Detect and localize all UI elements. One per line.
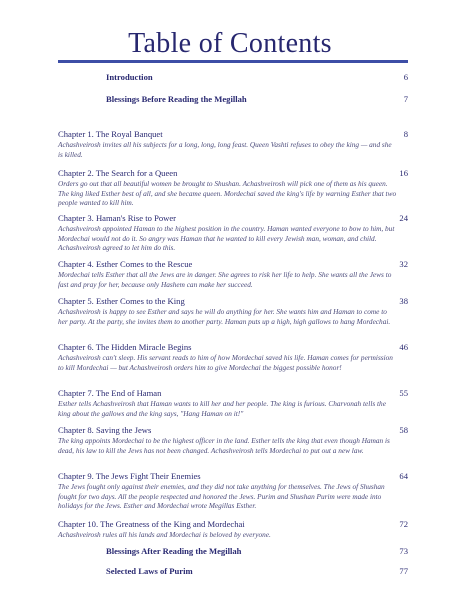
entry-page-number: 8 bbox=[403, 129, 408, 139]
entry-summary: Achashveirosh can't sleep. His servant reads to him of how Mordechai saved his life. Haman comes for permission to kill Mordechai — but Achashveirosh orders him to give Mordechai the biggest possible honor! bbox=[58, 353, 393, 372]
entry-page-number: 55 bbox=[399, 388, 408, 398]
toc-entry-chapter-7[interactable] bbox=[58, 388, 408, 418]
toc-entry-chapter-8[interactable] bbox=[58, 425, 408, 455]
toc-entry-chapter-2[interactable] bbox=[58, 168, 408, 208]
entry-label: Chapter 8. Saving the Jews bbox=[58, 425, 152, 435]
entry-summary: Achashveirosh appointed Haman to the highest position in the country. Haman wanted everyone to bow to him, but Mordechai would not do it. So angry was Haman that he wanted to kill every Jewish man, woman, and child. Achashveirosh agreed to let him do this. bbox=[58, 224, 395, 253]
entry-label: Selected Laws of Purim bbox=[106, 566, 193, 576]
entry-page-number: 77 bbox=[399, 566, 408, 576]
toc-entry-chapter-6[interactable] bbox=[58, 342, 408, 372]
entry-label: Chapter 7. The End of Haman bbox=[58, 388, 162, 398]
entry-summary: Esther tells Achashveirosh that Haman wants to kill her and her people. The king is furious. Charvonah tells the king about the gallows and the king says, "Hang Haman on it!" bbox=[58, 399, 386, 418]
entry-label: Chapter 2. The Search for a Queen bbox=[58, 168, 178, 178]
entry-summary: Achashveirosh invites all his subjects for a long, long, long feast. Queen Vashti refuses to obey the king — and she is killed. bbox=[58, 140, 392, 159]
entry-summary: Achashveirosh rules all his lands and Mordechai is beloved by everyone. bbox=[58, 530, 271, 539]
entry-label: Chapter 5. Esther Comes to the King bbox=[58, 296, 185, 306]
entry-summary: The Jews fought only against their enemies, and they did not take anything for themselves. The Jews of Shushan fought for two days. All the people respected and honored the Jews. Purim and Shushan Purim were made into holidays for the Jews. Esther and Mordechai wrote Megillas Esther. bbox=[58, 482, 385, 511]
toc-entry-blessings-before[interactable] bbox=[58, 94, 408, 104]
entry-summary: Mordechai tells Esther that all the Jews are in danger. She agrees to risk her life to help. She wants all the Jews to fast and pray for her, because only Hashem can make her succeed. bbox=[58, 270, 392, 289]
toc-entry-introduction[interactable] bbox=[58, 72, 408, 82]
entry-label: Chapter 9. The Jews Fight Their Enemies bbox=[58, 471, 201, 481]
entry-page-number: 38 bbox=[399, 296, 408, 306]
entry-summary: Orders go out that all beautiful women be brought to Shushan. Achashveirosh will pick one of them as his queen. The king liked Esther best of all, and she became queen. Mordechai saved the king's life by warning Esther that two people wanted to kill him. bbox=[58, 179, 397, 208]
entry-summary: Achashveirosh is happy to see Esther and says he will do anything for her. She wants him and Haman to come to her party. At the party, she invites them to another party. Haman puts up a high, high gallows to hang Mordechai. bbox=[58, 307, 391, 326]
entry-page-number: 6 bbox=[403, 72, 408, 82]
entry-page-number: 73 bbox=[399, 546, 408, 556]
entry-page-number: 72 bbox=[399, 519, 408, 529]
page-title: Table of Contents bbox=[128, 28, 332, 59]
entry-label: Introduction bbox=[106, 72, 153, 82]
entry-label: Chapter 6. The Hidden Miracle Begins bbox=[58, 342, 192, 352]
entry-page-number: 46 bbox=[399, 342, 408, 352]
toc-entry-chapter-1[interactable] bbox=[58, 129, 408, 159]
entry-label: Chapter 1. The Royal Banquet bbox=[58, 129, 163, 139]
toc-entry-chapter-4[interactable] bbox=[58, 259, 408, 289]
entry-label: Blessings Before Reading the Megillah bbox=[106, 94, 247, 104]
entry-page-number: 24 bbox=[399, 213, 408, 223]
entry-page-number: 16 bbox=[399, 168, 408, 178]
toc-entry-chapter-10[interactable] bbox=[58, 519, 408, 540]
entry-label: Chapter 4. Esther Comes to the Rescue bbox=[58, 259, 193, 269]
toc-entry-chapter-5[interactable] bbox=[58, 296, 408, 326]
title-divider bbox=[58, 60, 408, 63]
entry-page-number: 7 bbox=[403, 94, 408, 104]
toc-entry-laws-of-purim[interactable] bbox=[58, 566, 408, 576]
toc-entry-blessings-after[interactable] bbox=[58, 546, 408, 556]
entry-page-number: 32 bbox=[399, 259, 408, 269]
entry-label: Blessings After Reading the Megillah bbox=[106, 546, 242, 556]
toc-entry-chapter-3[interactable] bbox=[58, 213, 408, 253]
entry-label: Chapter 3. Haman's Rise to Power bbox=[58, 213, 177, 223]
entry-page-number: 64 bbox=[399, 471, 408, 481]
entry-label: Chapter 10. The Greatness of the King and Mordechai bbox=[58, 519, 245, 529]
entry-summary: The king appoints Mordechai to be the highest officer in the land. Esther tells the king that even though Haman is dead, his law to kill the Jews has not been changed. Achashveirosh tells Mordechai to put out a new law. bbox=[58, 436, 390, 455]
entry-page-number: 58 bbox=[399, 425, 408, 435]
toc-entry-chapter-9[interactable] bbox=[58, 471, 408, 511]
